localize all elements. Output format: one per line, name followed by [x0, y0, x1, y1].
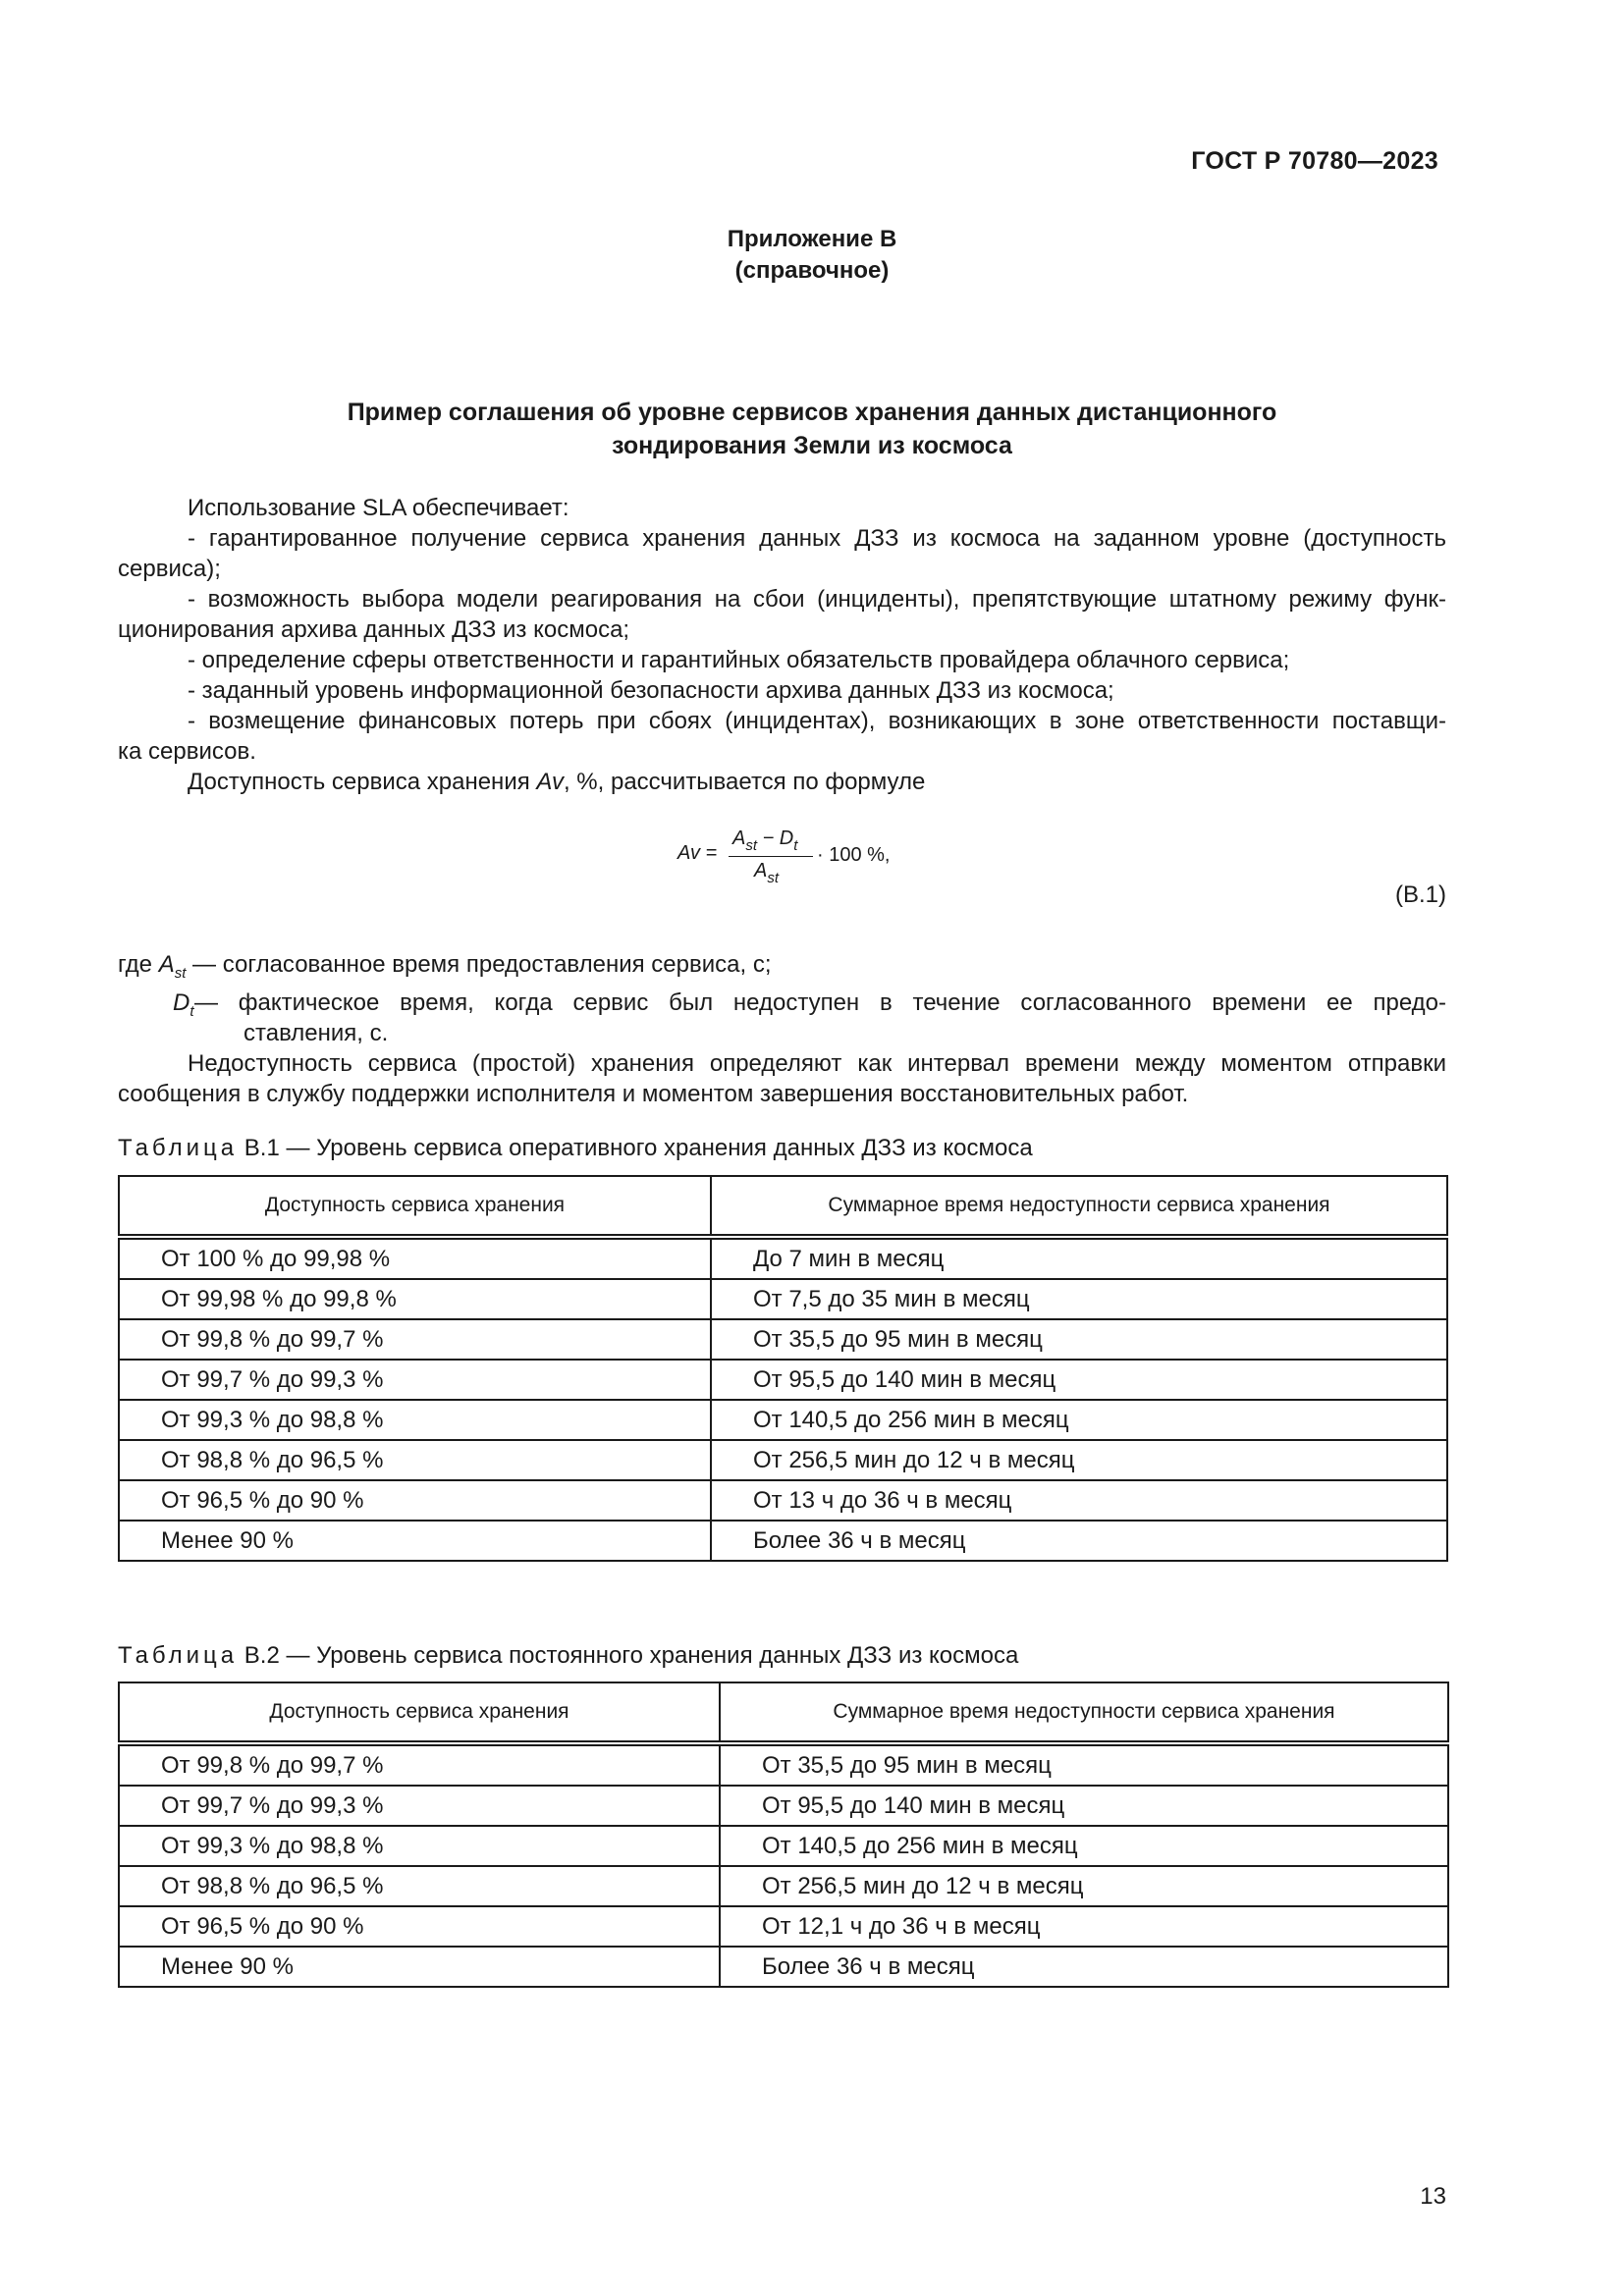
table2-caption [118, 1641, 1018, 1671]
where-def1: — согласованное время предоставления сервиса, с; [186, 951, 772, 978]
downtime-cell: От 140,5 до 256 мин в месяц [711, 1400, 1447, 1440]
table-header-row [119, 1682, 1448, 1743]
formula-number: (В.1) [1394, 881, 1446, 908]
intro-line: ка сервисов. [118, 738, 256, 765]
table-header-cell: Суммарное время недоступности сервиса хранения [720, 1682, 1448, 1743]
formula-numerator [732, 828, 797, 854]
page-number: 13 [1420, 2183, 1446, 2210]
formula-num-a: A [732, 828, 746, 849]
table-row [119, 1237, 1447, 1279]
heading-line-2: зондирования Земли из космоса [612, 432, 1012, 459]
table-row [119, 1279, 1447, 1319]
table-header-cell: Суммарное время недоступности сервиса хранения [711, 1176, 1447, 1237]
downtime-cell: От 95,5 до 140 мин в месяц [720, 1786, 1448, 1826]
formula-intro [188, 768, 925, 797]
where-var1-sub: st [174, 965, 187, 982]
fraction-bar [729, 856, 813, 857]
formula-intro-var: Av [536, 769, 564, 795]
downtime-cell: До 7 мин в месяц [711, 1237, 1447, 1279]
intro-line: - заданный уровень информационной безопасности архива данных ДЗЗ из космоса; [188, 677, 1114, 704]
formula-den-a: A [754, 860, 768, 881]
standard-code: ГОСТ Р 70780—2023 [1191, 147, 1438, 175]
where-prefix: где [118, 951, 159, 978]
availability-cell: От 99,8 % до 99,7 % [119, 1319, 711, 1360]
where-var2-sub: t [189, 1003, 194, 1020]
where-def2a: — фактическое время, когда сервис был недоступен в течение согласованного времени ее предо- [194, 989, 1446, 1016]
table-row [119, 1866, 1448, 1906]
intro-line: - возможность выбора модели реагирования на сбои (инциденты), препятствующие штатному режиму функ- [188, 586, 1446, 613]
availability-cell: Менее 90 % [119, 1947, 720, 1987]
downtime-line-1: Недоступность сервиса (простой) хранения определяют как интервал времени между моментом отправки [188, 1050, 1446, 1077]
where-line-1 [118, 950, 772, 988]
availability-cell: От 99,8 % до 99,7 % [119, 1743, 720, 1786]
table-row [119, 1826, 1448, 1866]
where-var1: A [158, 951, 175, 978]
formula-num-sub2: t [793, 837, 798, 854]
appendix-subtitle: (справочное) [734, 257, 890, 284]
table-row [119, 1400, 1447, 1440]
downtime-cell: От 140,5 до 256 мин в месяц [720, 1826, 1448, 1866]
formula-lhs: Av = [677, 842, 718, 864]
availability-cell: От 96,5 % до 90 % [119, 1480, 711, 1521]
availability-cell: От 99,7 % до 99,3 % [119, 1360, 711, 1400]
table-row [119, 1947, 1448, 1987]
downtime-cell: От 35,5 до 95 мин в месяц [711, 1319, 1447, 1360]
downtime-line-2: сообщения в службу поддержки исполнителя и моментом завершения восстановительных работ. [118, 1081, 1189, 1107]
availability-cell: От 100 % до 99,98 % [119, 1237, 711, 1279]
table-row [119, 1480, 1447, 1521]
intro-line: Использование SLA обеспечивает: [188, 495, 569, 521]
intro-line: ционирования архива данных ДЗЗ из космоса; [118, 616, 630, 643]
table-row [119, 1786, 1448, 1826]
table1-label: Таблица [118, 1135, 239, 1161]
downtime-cell: От 35,5 до 95 мин в месяц [720, 1743, 1448, 1786]
table-row [119, 1521, 1447, 1561]
downtime-cell: Более 36 ч в месяц [711, 1521, 1447, 1561]
table-header-cell: Доступность сервиса хранения [119, 1682, 720, 1743]
table-row [119, 1743, 1448, 1786]
where-var2: D [173, 989, 190, 1016]
where-line-2 [173, 988, 194, 1027]
formula-multiplier: · 100 %, [817, 844, 891, 866]
table-row [119, 1360, 1447, 1400]
availability-cell: От 96,5 % до 90 % [119, 1906, 720, 1947]
downtime-cell: Более 36 ч в месяц [720, 1947, 1448, 1987]
downtime-cell: От 256,5 мин до 12 ч в месяц [711, 1440, 1447, 1480]
formula-num-sub: st [745, 837, 758, 854]
downtime-cell: От 256,5 мин до 12 ч в месяц [720, 1866, 1448, 1906]
availability-cell: От 99,3 % до 98,8 % [119, 1826, 720, 1866]
availability-cell: Менее 90 % [119, 1521, 711, 1561]
intro-line: - возмещение финансовых потерь при сбоях (инцидентах), возникающих в зоне ответственности поставщи- [188, 708, 1446, 734]
availability-cell: От 99,7 % до 99,3 % [119, 1786, 720, 1826]
appendix-title: Приложение В [727, 226, 897, 252]
table-b1 [118, 1175, 1448, 1562]
availability-cell: От 98,8 % до 96,5 % [119, 1866, 720, 1906]
downtime-cell: От 12,1 ч до 36 ч в месяц [720, 1906, 1448, 1947]
table-row [119, 1319, 1447, 1360]
table-header-row [119, 1176, 1447, 1237]
downtime-cell: От 95,5 до 140 мин в месяц [711, 1360, 1447, 1400]
downtime-cell: От 7,5 до 35 мин в месяц [711, 1279, 1447, 1319]
table2-caption-text: В.2 — Уровень сервиса постоянного хранения данных ДЗЗ из космоса [238, 1642, 1019, 1669]
table-header-cell: Доступность сервиса хранения [119, 1176, 711, 1237]
table1-caption-text: В.1 — Уровень сервиса оперативного хранения данных ДЗЗ из космоса [238, 1135, 1033, 1161]
formula-den-sub: st [767, 870, 780, 886]
table-row [119, 1906, 1448, 1947]
intro-line: - гарантированное получение сервиса хранения данных ДЗЗ из космоса на заданном уровне (доступность [188, 525, 1446, 552]
table-row [119, 1440, 1447, 1480]
intro-line: - определение сферы ответственности и гарантийных обязательств провайдера облачного сервиса; [188, 647, 1290, 673]
availability-cell: От 99,98 % до 99,8 % [119, 1279, 711, 1319]
formula-num-minus: − D [757, 828, 794, 849]
table-b2 [118, 1682, 1449, 1988]
formula-intro-text: Доступность сервиса хранения [188, 769, 537, 795]
heading-line-1: Пример соглашения об уровне сервисов хранения данных дистанционного [347, 399, 1277, 426]
table1-caption [118, 1134, 1033, 1163]
formula-denominator [754, 860, 779, 886]
availability-cell: От 98,8 % до 96,5 % [119, 1440, 711, 1480]
downtime-cell: От 13 ч до 36 ч в месяц [711, 1480, 1447, 1521]
where-def2b: ставления, с. [244, 1020, 389, 1046]
intro-line: сервиса); [118, 556, 221, 582]
table2-label: Таблица [118, 1642, 239, 1669]
availability-cell: От 99,3 % до 98,8 % [119, 1400, 711, 1440]
formula-intro-text-end: , %, рассчитывается по формуле [563, 769, 926, 795]
